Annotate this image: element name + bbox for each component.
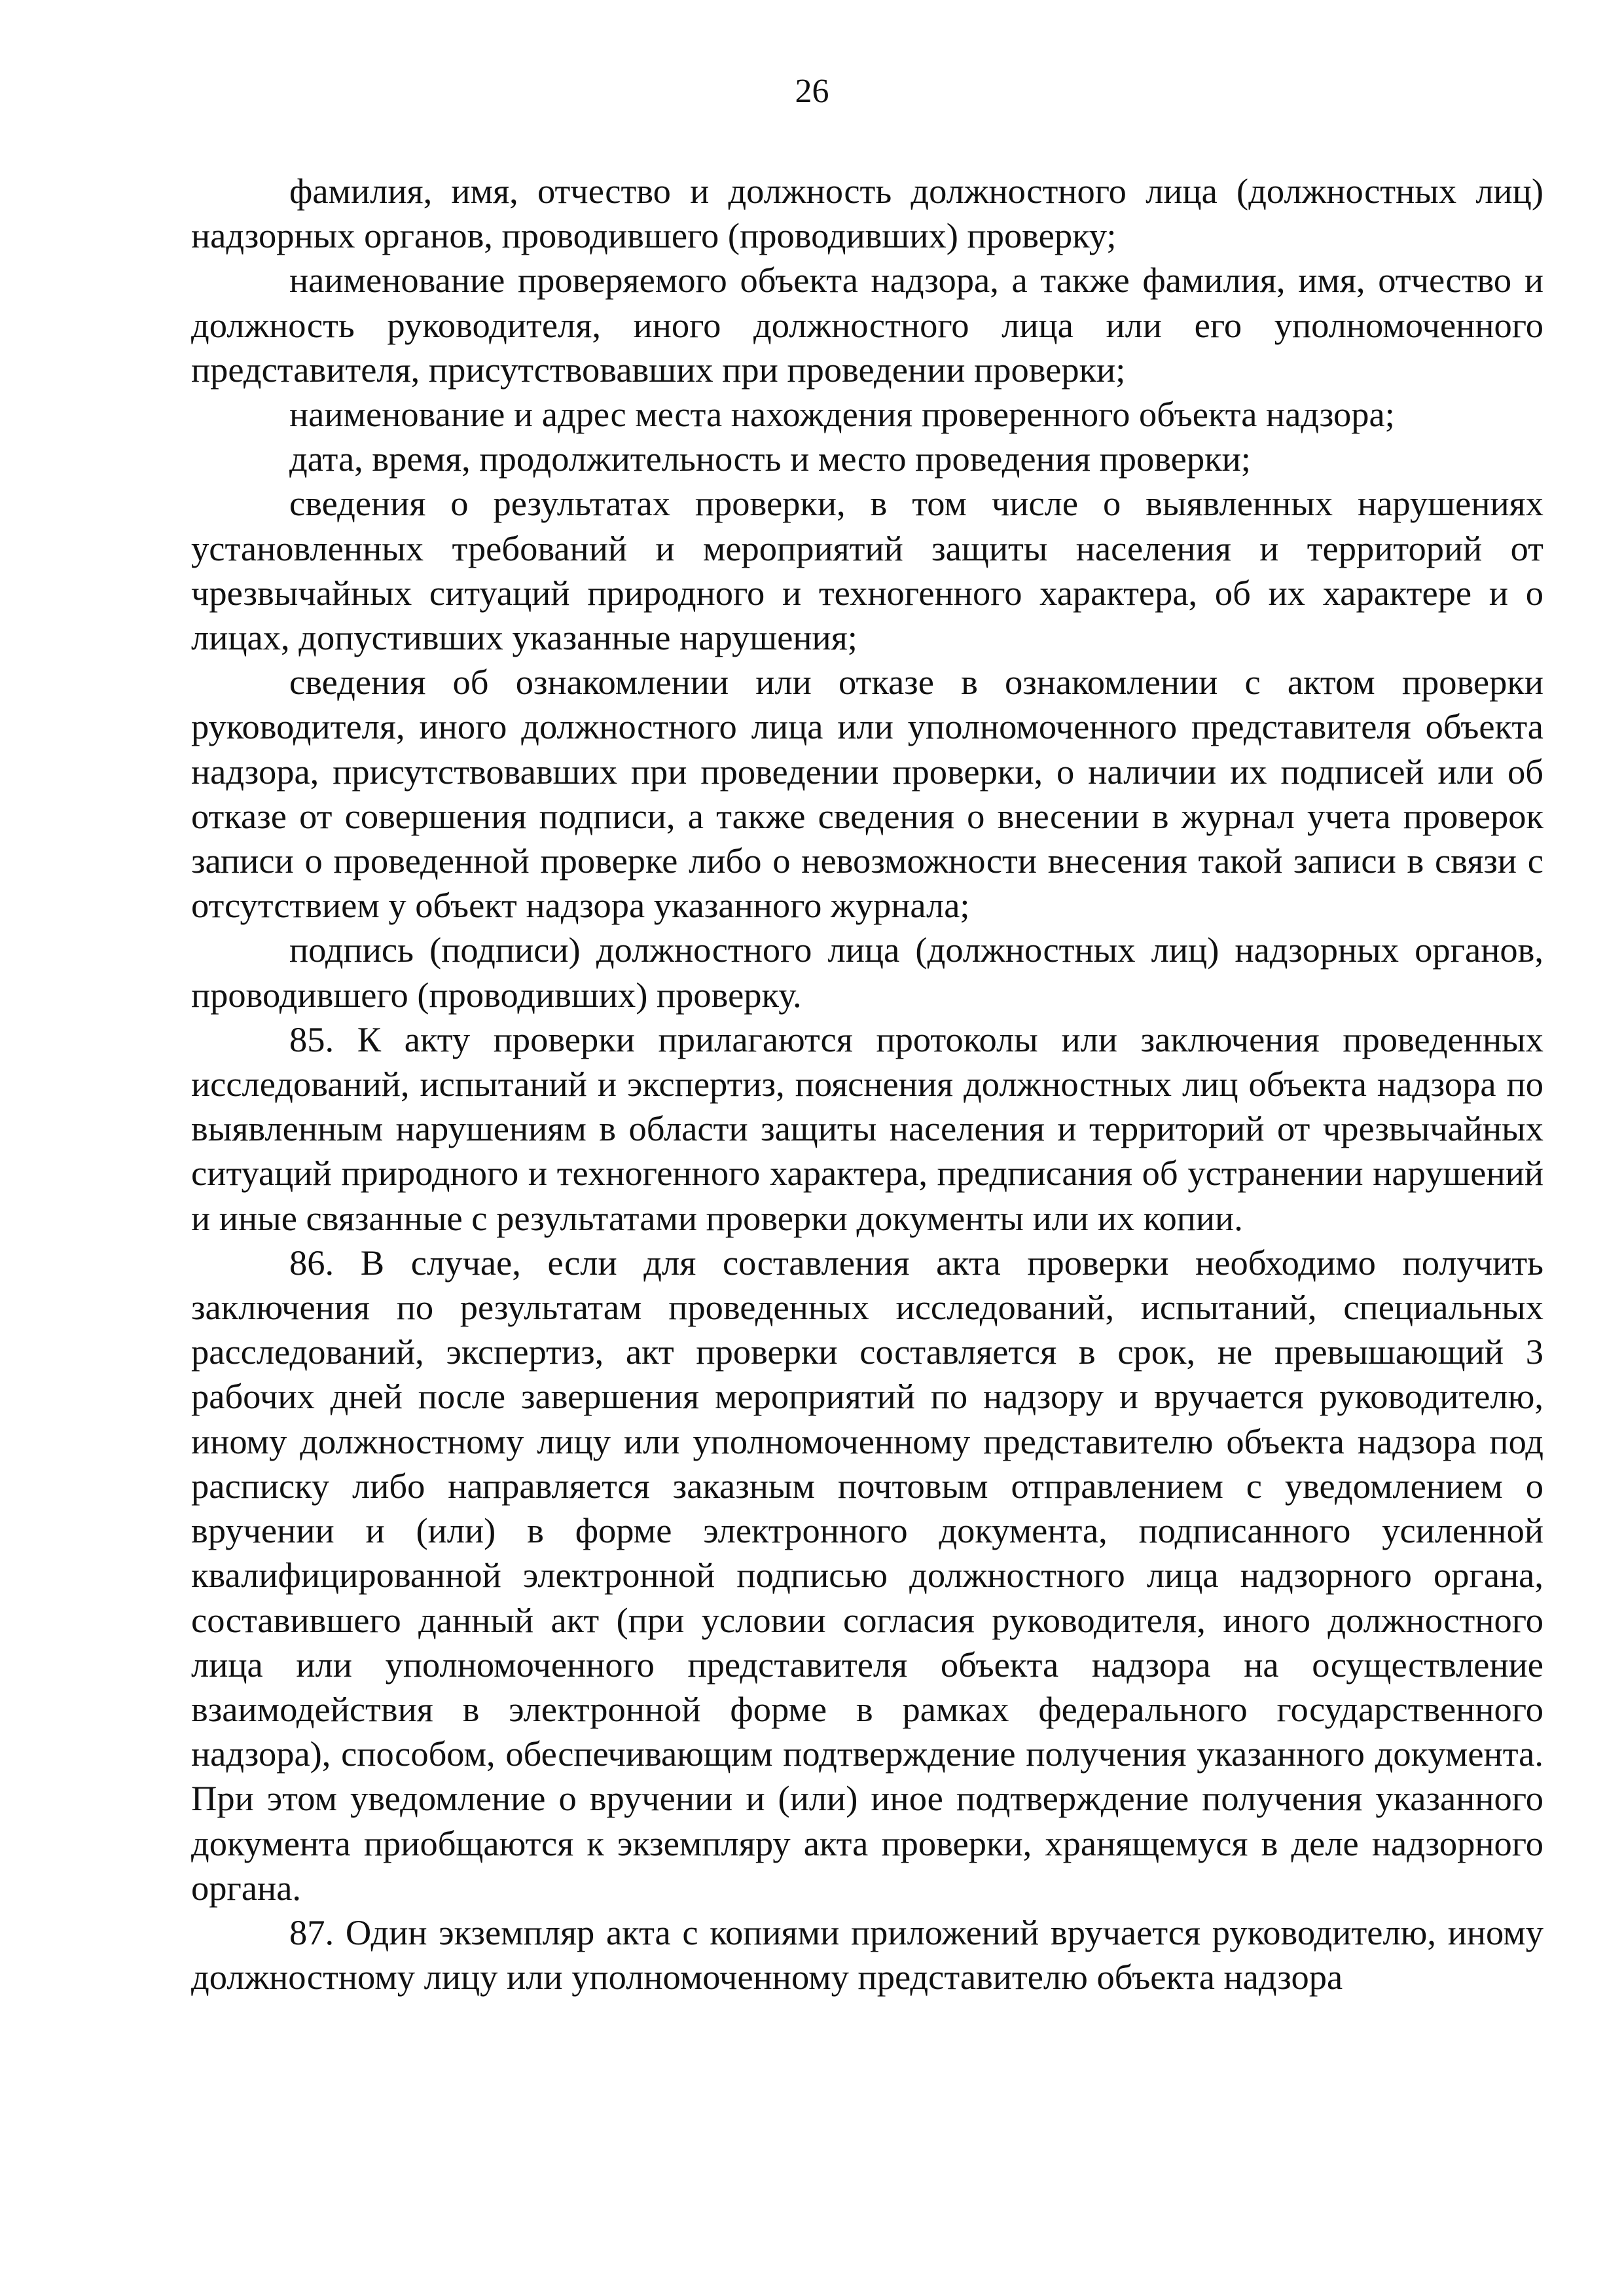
paragraph-85: 85. К акту проверки прилагаются протоколы или заключения проведенных исследований, испытаний и экспертиз, пояснения должностных лиц объекта надзора по выявленным нарушениям в области защиты населения и территорий от чрезвычайных ситуаций природного и техногенного характера, предписания об устранении нарушений и иные связанные с результатами проверки документы или их копии.	[191, 1019, 1543, 1238]
paragraph-inspection-date: дата, время, продолжительность и место проведения проверки;	[289, 439, 1251, 479]
page-number: 26	[795, 73, 829, 110]
paragraph-86: 86. В случае, если для составления акта проверки необходимо получить заключения по результатам проведенных исследований, испытаний, специальных расследований, экспертиз, акт проверки составляется в срок, не превышающий 3 рабочих дней после завершения мероприятий по надзору и вручается руководителю, иному должностному лицу или уполномоченному представителю объекта надзора под расписку либо направляется заказным почтовым отправлением с уведомлением о вручении и (или) в форме электронного документа, подписанного усиленной квалифицированной электронной подписью должностного лица надзорного органа, составившего данный акт (при условии согласия руководителя, иного должностного лица или уполномоченного представителя объекта надзора на осуществление взаимодействия в электронной форме в рамках федерального государственного надзора), способом, обеспечивающим подтверждение получения указанного документа. При этом уведомление о вручении и (или) иное подтверждение получения указанного документа приобщаются к экземпляру акта проверки, хранящемуся в деле надзорного органа.	[191, 1242, 1543, 1908]
paragraph-inspection-results: сведения о результатах проверки, в том числе о выявленных нарушениях установленных требований и мероприятий защиты населения и территорий от чрезвычайных ситуаций природного и техногенного характера, об их характере и о лицах, допустивших указанные нарушения;	[191, 483, 1543, 658]
paragraph-87: 87. Один экземпляр акта с копиями приложений вручается руководителю, иному должностному лицу или уполномоченному представителю объекта надзора	[191, 1912, 1543, 1997]
paragraph-signature: подпись (подписи) должностного лица (должностных лиц) надзорных органов, проводившего (проводивших) проверку.	[191, 930, 1543, 1015]
paragraph-object-name: наименование проверяемого объекта надзора, а также фамилия, имя, отчество и должность руководителя, иного должностного лица или его уполномоченного представителя, присутствовавших при проведении проверки;	[191, 260, 1543, 390]
paragraph-acquaintance-info: сведения об ознакомлении или отказе в ознакомлении с актом проверки руководителя, иного должностного лица или уполномоченного представителя объекта надзора, присутствовавших при проведении проверки, о наличии их подписей или об отказе от совершения подписи, а также сведения о внесении в журнал учета проверок записи о проведенной проверке либо о невозможности внесения такой записи в связи с отсутствием у объект надзора указанного журнала;	[191, 662, 1543, 926]
document-body	[191, 169, 1543, 1999]
paragraph-act-signers: фамилия, имя, отчество и должность должностного лица (должностных лиц) надзорных органов, проводившего (проводивших) проверку;	[191, 171, 1543, 256]
paragraph-object-address: наименование и адрес места нахождения проверенного объекта надзора;	[289, 394, 1395, 435]
